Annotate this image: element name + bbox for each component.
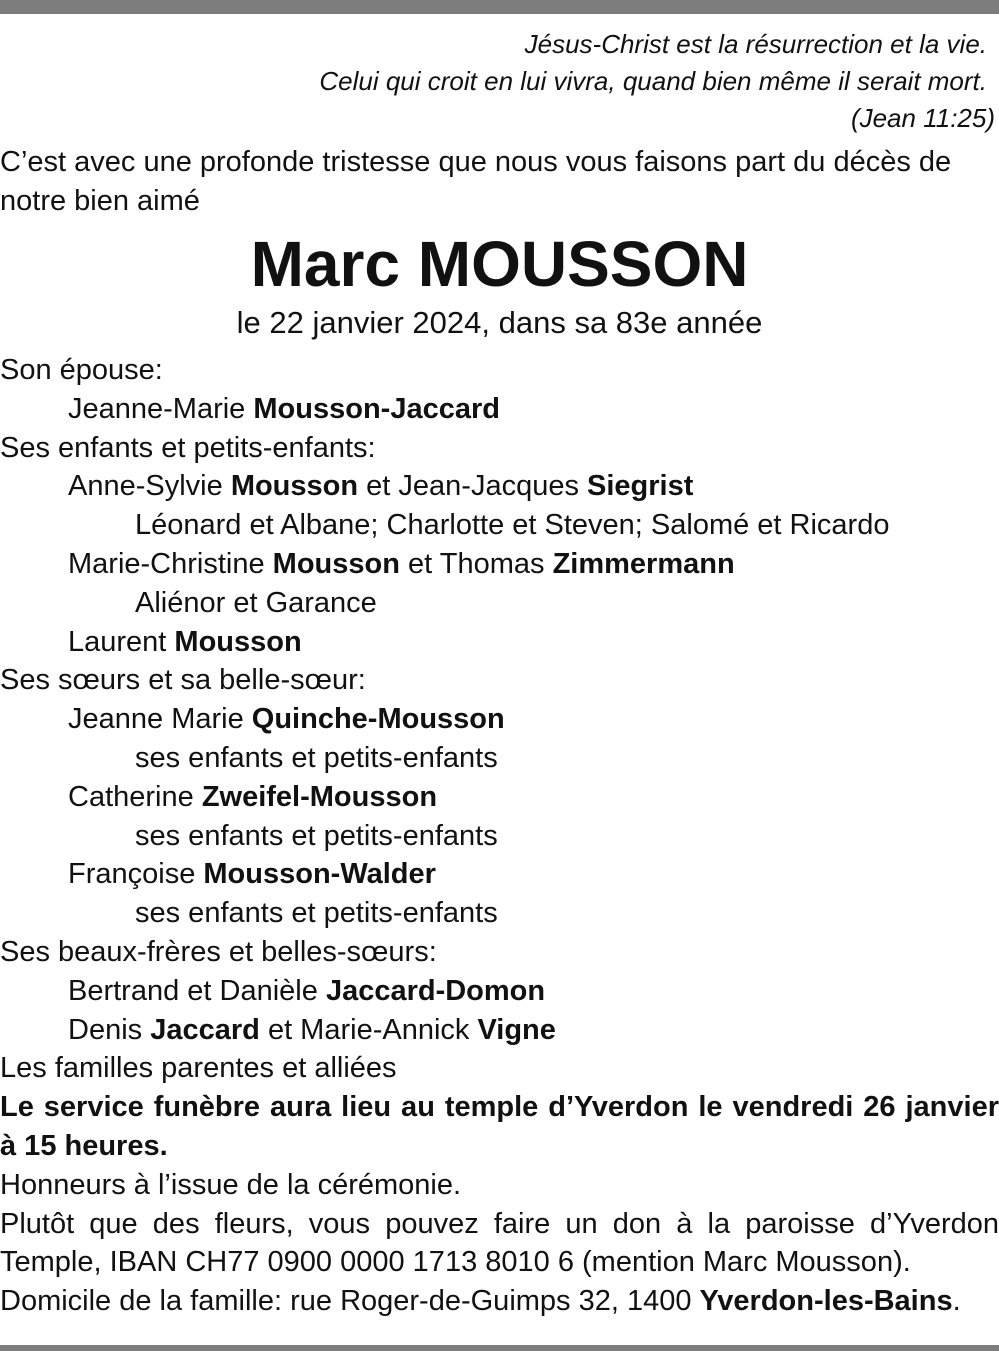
- sisters-heading: Ses sœurs et sa belle-sœur:: [0, 664, 366, 697]
- verse-line-1: Jésus-Christ est la résurrection et la vie.: [524, 29, 987, 59]
- child-first: Marie-Christine: [68, 547, 265, 580]
- verse-line-2: Celui qui croit en lui vivra, quand bien même il serait mort.: [319, 66, 987, 96]
- child-partner-last: Siegrist: [587, 470, 694, 503]
- child-first: Laurent: [68, 625, 167, 658]
- sister-descendants-2: ses enfants et petits-enfants: [135, 819, 498, 852]
- top-rule: [0, 0, 999, 14]
- sister-entry-3: [0, 855, 999, 894]
- families-line: Les familles parentes et alliées: [0, 1052, 397, 1085]
- bottom-rule: [0, 1345, 999, 1351]
- spouse-entry: [0, 390, 999, 429]
- child-partner-first: et Thomas: [408, 547, 545, 580]
- child-partner-last: Zimmermann: [552, 547, 735, 580]
- service-announcement: Le service funèbre aura lieu au temple d’Yverdon le vendredi 26 janvier à 15 heures.: [0, 1091, 999, 1162]
- spouse-heading: Son épouse:: [0, 354, 163, 386]
- grandchildren-1: Léonard et Albane; Charlotte et Steven; Salomé et Ricardo: [135, 509, 890, 542]
- inlaw-last: Jaccard: [150, 1013, 260, 1046]
- sister-descendants-3: ses enfants et petits-enfants: [135, 897, 498, 930]
- children-heading: Ses enfants et petits-enfants:: [0, 431, 376, 464]
- child-last: Mousson: [174, 625, 302, 658]
- obituary-notice: [0, 26, 999, 1321]
- sister-entry-2: [0, 778, 999, 817]
- inlaw-partner-first: et Marie-Annick: [267, 1013, 470, 1046]
- inlaw-entry-1: [0, 972, 999, 1011]
- family-address: [0, 1282, 999, 1321]
- child-partner-first: et Jean-Jacques: [366, 470, 579, 503]
- child-entry-3: [0, 623, 999, 662]
- address-city: Yverdon-les-Bains: [699, 1285, 953, 1318]
- sister-first: Françoise: [68, 858, 196, 891]
- spouse-first: Jeanne-Marie: [68, 392, 246, 425]
- inlaw-last: Jaccard-Domon: [325, 974, 546, 1007]
- inlaws-heading: Ses beaux-frères et belles-sœurs:: [0, 935, 437, 968]
- child-first: Anne-Sylvie: [68, 470, 223, 503]
- intro-text: C’est avec une profonde tristesse que nous vous faisons part du décès de notre bien aimé: [0, 146, 952, 217]
- sister-entry-1: [0, 700, 999, 739]
- verse-reference: (Jean 11:25): [850, 103, 995, 133]
- address-prefix: Domicile de la famille: rue Roger-de-Guimps 32, 1400: [0, 1285, 692, 1318]
- child-entry-1: [0, 467, 999, 506]
- child-entry-2: [0, 545, 999, 584]
- sister-last: Mousson-Walder: [203, 858, 436, 891]
- child-last: Mousson: [272, 547, 400, 580]
- inlaw-partner-last: Vigne: [477, 1013, 556, 1046]
- inlaw-first: Denis: [68, 1013, 143, 1046]
- bible-verse: [0, 26, 999, 137]
- sister-last: Zweifel-Mousson: [201, 780, 438, 813]
- sister-first: Jeanne Marie: [68, 703, 244, 736]
- donation-note: Plutôt que des fleurs, vous pouvez faire un don à la paroisse d’Yverdon Temple, IBAN CH77 0900 0000 1713 8010 6 (mention Marc Mousson).: [0, 1207, 999, 1279]
- death-date-line: le 22 janvier 2024, dans sa 83e année: [236, 305, 763, 340]
- grandchildren-2: Aliénor et Garance: [135, 586, 377, 619]
- address-suffix: .: [952, 1285, 961, 1318]
- sister-descendants-1: ses enfants et petits-enfants: [135, 741, 498, 774]
- honours-line: Honneurs à l’issue de la cérémonie.: [0, 1168, 462, 1201]
- deceased-name: Marc MOUSSON: [250, 228, 749, 300]
- inlaw-first: Bertrand et Danièle: [68, 974, 318, 1007]
- family-list: [0, 351, 999, 1088]
- inlaw-entry-2: [0, 1011, 999, 1050]
- spouse-last: Mousson-Jaccard: [253, 392, 500, 425]
- child-last: Mousson: [230, 470, 359, 503]
- sister-last: Quinche-Mousson: [251, 703, 505, 736]
- sister-first: Catherine: [68, 780, 194, 813]
